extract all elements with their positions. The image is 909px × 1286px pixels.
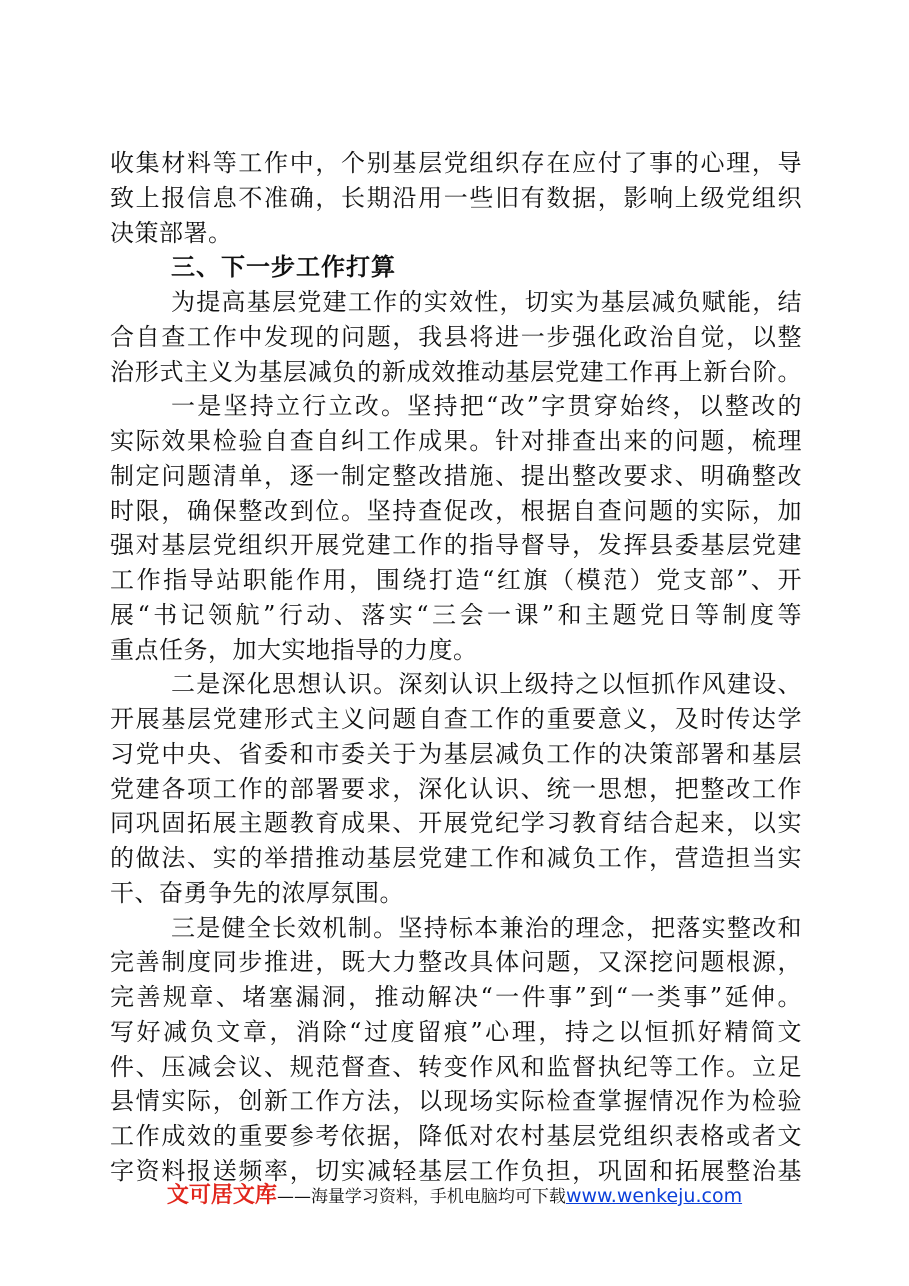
- body-line: 县情实际，创新工作方法，以现场实际检查掌握情况作为检验: [110, 1087, 802, 1116]
- paragraph-first-line: 三是健全长效机制。坚持标本兼治的理念，把落实整改和: [171, 913, 802, 942]
- body-line: 党建各项工作的部署要求，深化认识、统一思想，把整改工作: [110, 774, 802, 803]
- body-line: 收集材料等工作中，个别基层党组织存在应付了事的心理，导: [110, 149, 802, 177]
- body-line: 合自查工作中发现的问题，我县将进一步强化政治自觉，以整: [110, 322, 802, 351]
- body-line: 致上报信息不准确，长期沿用一些旧有数据，影响上级党组织: [110, 183, 802, 212]
- body-line: 展“书记领航”行动、落实“三会一课”和主题党日等制度等: [110, 600, 802, 629]
- body-line: 工作成效的重要参考依据，降低对农村基层党组织表格或者文: [110, 1122, 802, 1150]
- footer-url-link[interactable]: www.wenkeju.com: [565, 1185, 743, 1207]
- body-line: 习党中央、省委和市委关于为基层减负工作的决策部署和基层: [110, 739, 802, 768]
- paragraph-first-line: 二是深化思想认识。深刻认识上级持之以恒抓作风建设、: [171, 670, 802, 699]
- footer-brand: 文可居文库: [166, 1183, 277, 1208]
- footer-banner: [0, 1178, 909, 1209]
- document-body: [110, 146, 802, 1189]
- paragraph-first-line: 为提高基层党建工作的实效性，切实为基层减负赋能，结: [171, 288, 802, 316]
- paragraph-first-line: 一是坚持立行立改。坚持把“改”字贯穿始终，以整改的: [171, 392, 802, 421]
- body-line: 同巩固拓展主题教育成果、开展党纪学习教育结合起来，以实: [110, 809, 802, 838]
- body-line: 决策部署。: [110, 218, 233, 247]
- body-line: 写好减负文章，消除“过度留痕”心理，持之以恒抓好精简文: [110, 1017, 802, 1046]
- section-heading: 三、下一步工作打算: [171, 253, 396, 282]
- body-line: 重点任务，加大实地指导的力度。: [110, 635, 478, 664]
- body-line: 实际效果检验自查自纠工作成果。针对排查出来的问题，梳理: [110, 427, 802, 455]
- body-line: 件、压减会议、规范督查、转变作风和监督执纪等工作。立足: [110, 1052, 802, 1081]
- body-line: 的做法、实的举措推动基层党建工作和减负工作，营造担当实: [110, 844, 802, 872]
- body-line: 完善制度同步推进，既大力整改具体问题，又深挖问题根源，: [110, 948, 802, 977]
- body-line: 开展基层党建形式主义问题自查工作的重要意义，及时传达学: [110, 705, 802, 733]
- body-line: 制定问题清单，逐一制定整改措施、提出整改要求、明确整改: [110, 461, 802, 490]
- body-line: 完善规章、堵塞漏洞，推动解决“一件事”到“一类事”延伸。: [110, 983, 802, 1011]
- body-line: 治形式主义为基层减负的新成效推动基层党建工作再上新台阶。: [110, 357, 802, 386]
- body-line: 时限，确保整改到位。坚持查促改，根据自查问题的实际，加: [110, 496, 802, 525]
- footer-slogan: ——海量学习资料，手机电脑均可下载: [276, 1187, 566, 1207]
- body-line: 字资料报送频率，切实减轻基层工作负担，巩固和拓展整治基: [110, 1156, 802, 1185]
- body-line: 干、奋勇争先的浓厚氛围。: [110, 878, 404, 907]
- body-line: 工作指导站职能作用，围绕打造“红旗（模范）党支部”、开: [110, 566, 802, 594]
- body-line: 强对基层党组织开展党建工作的指导督导，发挥县委基层党建: [110, 531, 802, 560]
